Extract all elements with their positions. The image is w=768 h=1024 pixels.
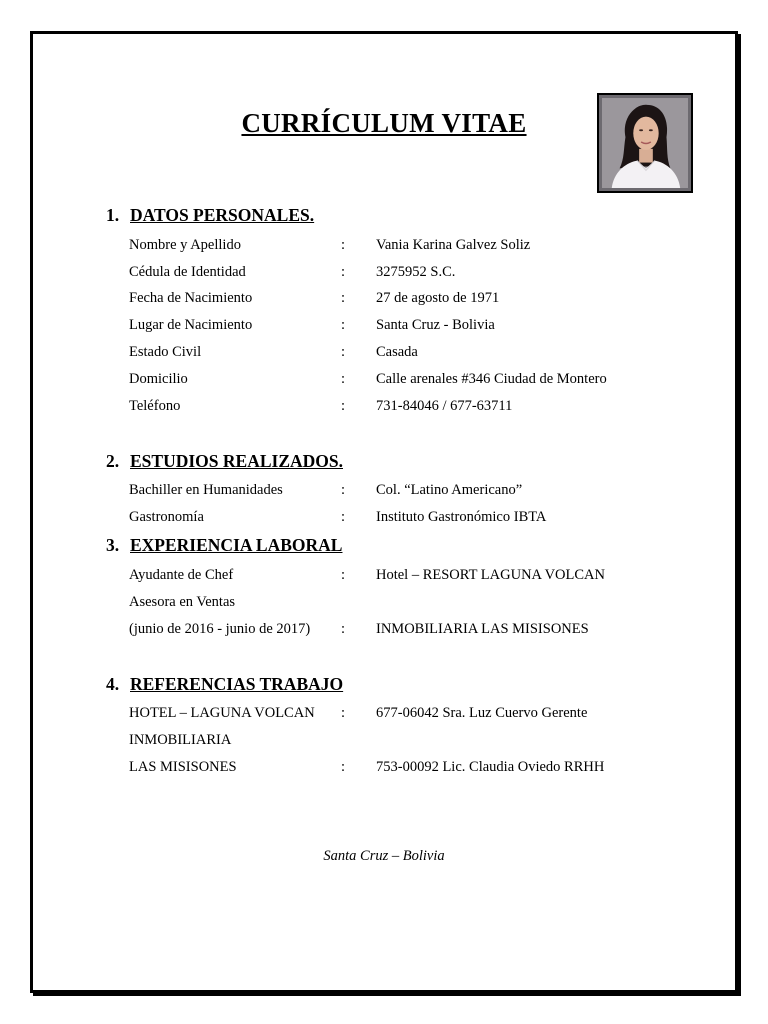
field-value: Col. “Latino Americano” bbox=[376, 482, 523, 498]
section-heading-experiencia bbox=[106, 535, 342, 556]
info-row bbox=[0, 237, 768, 257]
field-separator: : bbox=[341, 371, 346, 387]
section-title: DATOS PERSONALES. bbox=[130, 205, 315, 225]
field-separator: : bbox=[341, 705, 346, 721]
info-row bbox=[0, 264, 768, 284]
section-number: 3. bbox=[106, 535, 120, 555]
info-row bbox=[0, 705, 768, 725]
field-separator: : bbox=[341, 264, 346, 280]
info-row bbox=[0, 344, 768, 364]
field-label: Teléfono bbox=[129, 398, 181, 414]
section-title: ESTUDIOS REALIZADOS. bbox=[130, 451, 343, 471]
field-label: Domicilio bbox=[129, 371, 188, 387]
profile-photo bbox=[597, 93, 693, 193]
field-value: 27 de agosto de 1971 bbox=[376, 290, 500, 306]
field-value: Instituto Gastronómico IBTA bbox=[376, 509, 547, 525]
field-label: Lugar de Nacimiento bbox=[129, 317, 253, 333]
section-heading-estudios bbox=[106, 451, 343, 472]
info-row bbox=[0, 621, 768, 641]
info-row bbox=[0, 567, 768, 587]
info-row bbox=[0, 482, 768, 502]
field-label: Bachiller en Humanidades bbox=[129, 482, 283, 498]
portrait-image bbox=[602, 98, 688, 188]
field-separator: : bbox=[341, 567, 346, 583]
section-number: 4. bbox=[106, 674, 120, 694]
field-label: Asesora en Ventas bbox=[129, 594, 236, 610]
footer-place: Santa Cruz – Bolivia bbox=[323, 848, 445, 864]
field-separator: : bbox=[341, 237, 346, 253]
field-value: 731-84046 / 677-63711 bbox=[376, 398, 513, 414]
field-value: Santa Cruz - Bolivia bbox=[376, 317, 495, 333]
info-row bbox=[0, 594, 768, 614]
field-value: Hotel – RESORT LAGUNA VOLCAN bbox=[376, 567, 605, 583]
field-label: HOTEL – LAGUNA VOLCAN bbox=[129, 705, 315, 721]
field-value: 3275952 S.C. bbox=[376, 264, 456, 280]
info-row bbox=[0, 509, 768, 529]
field-label: LAS MISISONES bbox=[129, 759, 237, 775]
field-label: (junio de 2016 - junio de 2017) bbox=[129, 621, 311, 637]
field-separator: : bbox=[341, 317, 346, 333]
section-number: 1. bbox=[106, 205, 120, 225]
field-separator: : bbox=[341, 759, 346, 775]
field-separator: : bbox=[341, 290, 346, 306]
field-separator: : bbox=[341, 398, 346, 414]
info-row bbox=[0, 398, 768, 418]
field-label: Estado Civil bbox=[129, 344, 202, 360]
field-separator: : bbox=[341, 344, 346, 360]
section-title: REFERENCIAS TRABAJO bbox=[130, 674, 344, 694]
info-row bbox=[0, 317, 768, 337]
field-label: Nombre y Apellido bbox=[129, 237, 241, 253]
field-value: Casada bbox=[376, 344, 418, 360]
field-label: Gastronomía bbox=[129, 509, 204, 525]
section-heading-datos-personales bbox=[106, 205, 314, 226]
field-separator: : bbox=[341, 621, 346, 637]
field-label: INMOBILIARIA bbox=[129, 732, 232, 748]
field-value: Calle arenales #346 Ciudad de Montero bbox=[376, 371, 607, 387]
info-row bbox=[0, 732, 768, 752]
field-separator: : bbox=[341, 509, 346, 525]
section-number: 2. bbox=[106, 451, 120, 471]
field-label: Fecha de Nacimiento bbox=[129, 290, 253, 306]
section-heading-referencias bbox=[106, 674, 343, 695]
field-label: Cédula de Identidad bbox=[129, 264, 246, 280]
field-separator: : bbox=[341, 482, 346, 498]
section-title: EXPERIENCIA LABORAL bbox=[130, 535, 343, 555]
field-value: 677-06042 Sra. Luz Cuervo Gerente bbox=[376, 705, 588, 721]
info-row bbox=[0, 290, 768, 310]
field-value: 753-00092 Lic. Claudia Oviedo RRHH bbox=[376, 759, 605, 775]
info-row bbox=[0, 371, 768, 391]
field-value: INMOBILIARIA LAS MISISONES bbox=[376, 621, 589, 637]
field-value: Vania Karina Galvez Soliz bbox=[376, 237, 531, 253]
document-title: CURRÍCULUM VITAE bbox=[241, 108, 527, 138]
info-row bbox=[0, 759, 768, 779]
field-label: Ayudante de Chef bbox=[129, 567, 234, 583]
